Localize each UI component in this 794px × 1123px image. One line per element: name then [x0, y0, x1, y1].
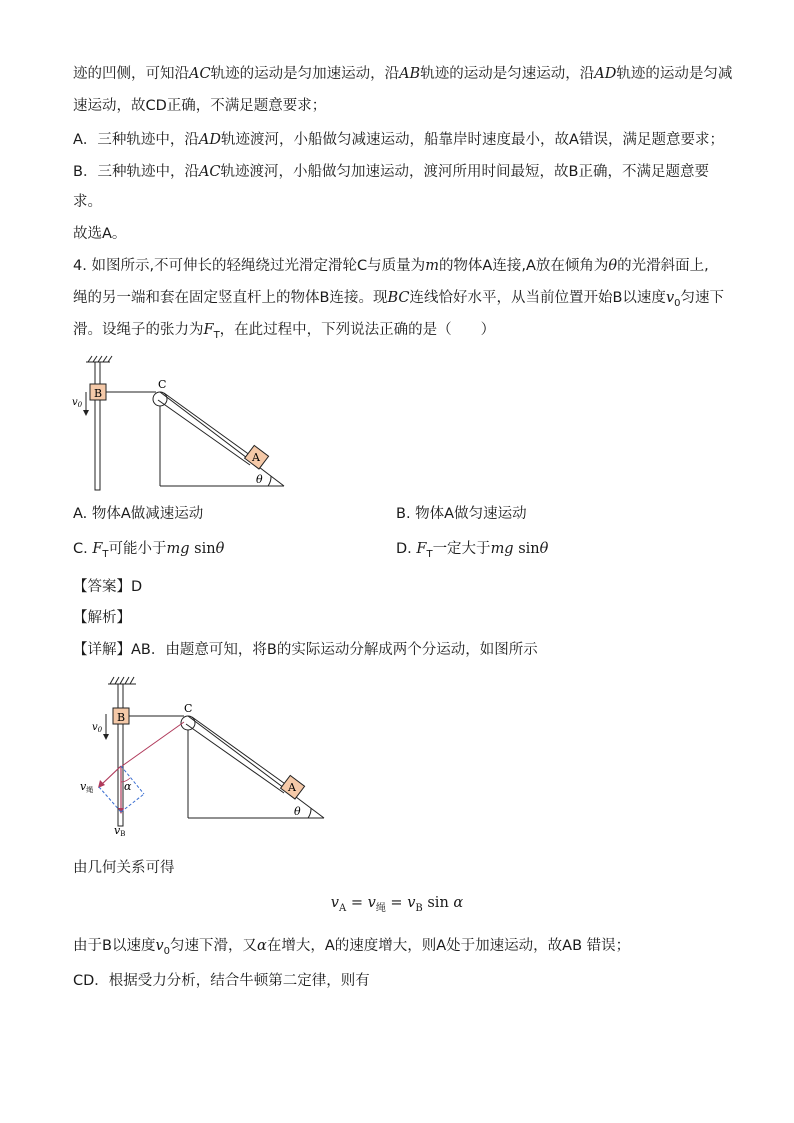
- geometry-text: 由几何关系可得: [73, 860, 175, 876]
- question-4-line-2: 绳的另一端和套在固定竖直杆上的物体B连接。现BC连线恰好水平，从当前位置开始B以速度$v_0$匀速下: [73, 290, 725, 309]
- text-line-1: 迹的凹侧，可知沿AC轨迹的运动是匀加速运动，沿AB轨迹的运动是匀速运动，沿AD轨迹的运动是匀减: [73, 66, 733, 82]
- answer-line: [73, 577, 142, 597]
- block-b-label: B: [93, 387, 103, 400]
- svg-text:θ: θ: [294, 805, 301, 818]
- question-4-line-3: 滑。设绳子的张力为$F_T$，在此过程中，下列说法正确的是（ ）: [73, 322, 496, 341]
- svg-text:α: α: [124, 780, 132, 793]
- option-c[interactable]: C. $F_T$可能小于mg sinθ: [73, 541, 225, 560]
- theta-label: θ: [256, 473, 263, 486]
- text-line-3: A．三种轨迹中，沿AD轨迹渡河，小船做匀减速运动，船靠岸时速度最小，故A错误，满足题意要求；: [73, 132, 724, 148]
- block-a-label: A: [252, 451, 260, 464]
- pulley-label: C: [158, 378, 167, 391]
- answer-value: D: [131, 579, 143, 595]
- text-line-6: 故选A。: [73, 226, 127, 242]
- svg-text:vB: vB: [114, 824, 126, 838]
- equation: $v_A = v_绳 = v_B$ sin α: [330, 895, 464, 914]
- question-figure: [72, 352, 292, 492]
- ceiling-hatch: [86, 356, 112, 362]
- v0-label: $v_0$: [72, 397, 83, 409]
- analysis-label: 【解析】: [73, 610, 131, 626]
- text-line-4: B．三种轨迹中，沿AC轨迹渡河，小船做匀加速运动，渡河所用时间最短，故B正确，不满足题意要: [73, 164, 709, 180]
- option-b[interactable]: B. 物体A做匀速运动: [396, 506, 527, 522]
- answer-label: 【答案】: [73, 579, 131, 595]
- svg-text:v0: $v_0$: [92, 722, 103, 734]
- text-line-2: 速运动，故CD正确，不满足题意要求；: [73, 98, 327, 114]
- svg-text:A: A: [288, 781, 296, 794]
- vertical-rod: [93, 362, 103, 490]
- question-4-line-1: 4. 如图所示,不可伸长的轻绳绕过光滑定滑轮C与质量为m的物体A连接,A放在倾角为θ的光滑斜面上,: [73, 258, 709, 274]
- option-d[interactable]: D. $F_T$一定大于mg sinθ: [396, 541, 549, 560]
- after-line-1: 由于B以速度$v_0$匀速下滑，又α在增大，A的速度增大，则A处于加速运动，故AB 错误；: [73, 938, 631, 957]
- detail-line: 【详解】AB．由题意可知，将B的实际运动分解成两个分运动，如图所示: [73, 642, 538, 658]
- option-a[interactable]: A. 物体A做减速运动: [73, 506, 204, 522]
- after-line-2: CD．根据受力分析，结合牛顿第二定律，则有: [73, 973, 370, 989]
- analysis-figure: [80, 672, 330, 842]
- svg-text:B: B: [116, 711, 126, 724]
- svg-text:C: C: [184, 702, 193, 715]
- svg-text:v绳: v绳: [80, 780, 94, 794]
- text-line-5: 求。: [73, 194, 102, 210]
